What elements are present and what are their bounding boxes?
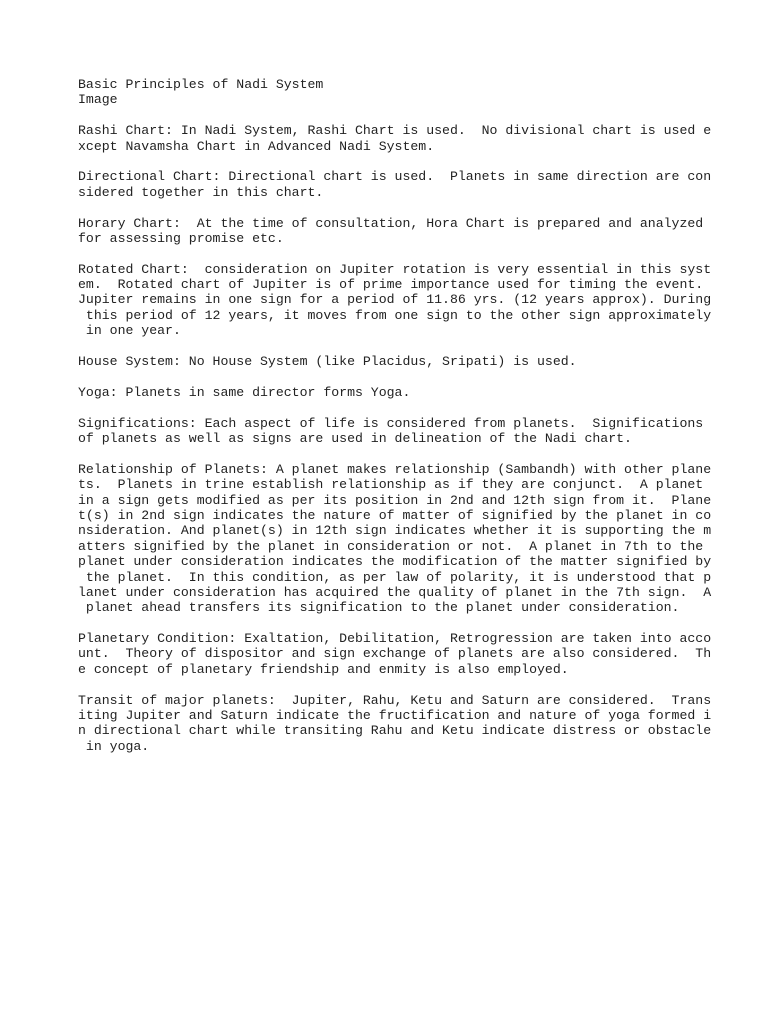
text-line: em. Rotated chart of Jupiter is of prime importance used for timing the event.	[78, 277, 704, 293]
text-line: planet under consideration indicates the modification of the matter signified by	[78, 554, 712, 570]
text-line: iting Jupiter and Saturn indicate the fructification and nature of yoga formed i	[78, 708, 712, 724]
text-line: Relationship of Planets: A planet makes relationship (Sambandh) with other plane	[78, 461, 712, 477]
text-line: House System: No House System (like Placidus, Sripati) is used.	[78, 354, 577, 370]
document-paragraph	[78, 462, 738, 616]
text-line: sidered together in this chart.	[78, 184, 324, 200]
document-paragraph	[78, 631, 738, 677]
text-line: Planetary Condition: Exaltation, Debilitation, Retrogression are taken into acco	[78, 631, 712, 647]
text-line: Significations: Each aspect of life is considered from planets. Significations	[78, 415, 704, 431]
text-line: Transit of major planets: Jupiter, Rahu, Ketu and Saturn are considered. Trans	[78, 692, 712, 708]
document-paragraph	[78, 216, 738, 247]
text-line: xcept Navamsha Chart in Advanced Nadi System.	[78, 138, 435, 154]
text-line: Horary Chart: At the time of consultation, Hora Chart is prepared and analyzed	[78, 215, 704, 231]
text-line: for assessing promise etc.	[78, 230, 284, 246]
document-paragraph	[78, 354, 738, 369]
text-line: lanet under consideration has acquired the quality of planet in the 7th sign. A	[78, 584, 712, 600]
text-line: e concept of planetary friendship and enmity is also employed.	[78, 661, 569, 677]
text-line: this period of 12 years, it moves from one sign to the other sign approximately	[78, 307, 712, 323]
text-line: Jupiter remains in one sign for a period of 11.86 yrs. (12 years approx). During	[78, 292, 712, 308]
text-line: the planet. In this condition, as per law of polarity, it is understood that p	[78, 569, 712, 585]
document-paragraph	[78, 77, 738, 108]
document-paragraph	[78, 693, 738, 755]
text-line: nsideration. And planet(s) in 12th sign indicates whether it is supporting the m	[78, 523, 712, 539]
document-paragraph	[78, 123, 738, 154]
text-line: Image	[78, 92, 118, 108]
document-paragraph	[78, 385, 738, 400]
text-line: in a sign gets modified as per its position in 2nd and 12th sign from it. Plane	[78, 492, 712, 508]
text-line: Basic Principles of Nadi System	[78, 77, 324, 92]
document-paragraph	[78, 169, 738, 200]
document-paragraph	[78, 262, 738, 339]
text-line: planet ahead transfers its signification to the planet under consideration.	[78, 600, 680, 616]
text-line: Directional Chart: Directional chart is used. Planets in same direction are con	[78, 169, 712, 185]
text-line: Yoga: Planets in same director forms Yoga.	[78, 384, 411, 400]
text-line: Rashi Chart: In Nadi System, Rashi Chart is used. No divisional chart is used e	[78, 123, 712, 139]
text-line: of planets as well as signs are used in delineation of the Nadi chart.	[78, 430, 632, 446]
text-line: unt. Theory of dispositor and sign exchange of planets are also considered. Th	[78, 646, 712, 662]
text-line: atters signified by the planet in consideration or not. A planet in 7th to the	[78, 538, 704, 554]
document-paragraph	[78, 416, 738, 447]
text-line: ts. Planets in trine establish relationship as if they are conjunct. A planet	[78, 477, 704, 493]
text-line: n directional chart while transiting Rahu and Ketu indicate distress or obstacle	[78, 723, 712, 739]
document-body	[78, 77, 738, 770]
text-line: Rotated Chart: consideration on Jupiter rotation is very essential in this syst	[78, 261, 712, 277]
text-line: in yoga.	[78, 738, 150, 754]
text-line: in one year.	[78, 323, 181, 339]
text-line: t(s) in 2nd sign indicates the nature of matter of signified by the planet in co	[78, 507, 712, 523]
